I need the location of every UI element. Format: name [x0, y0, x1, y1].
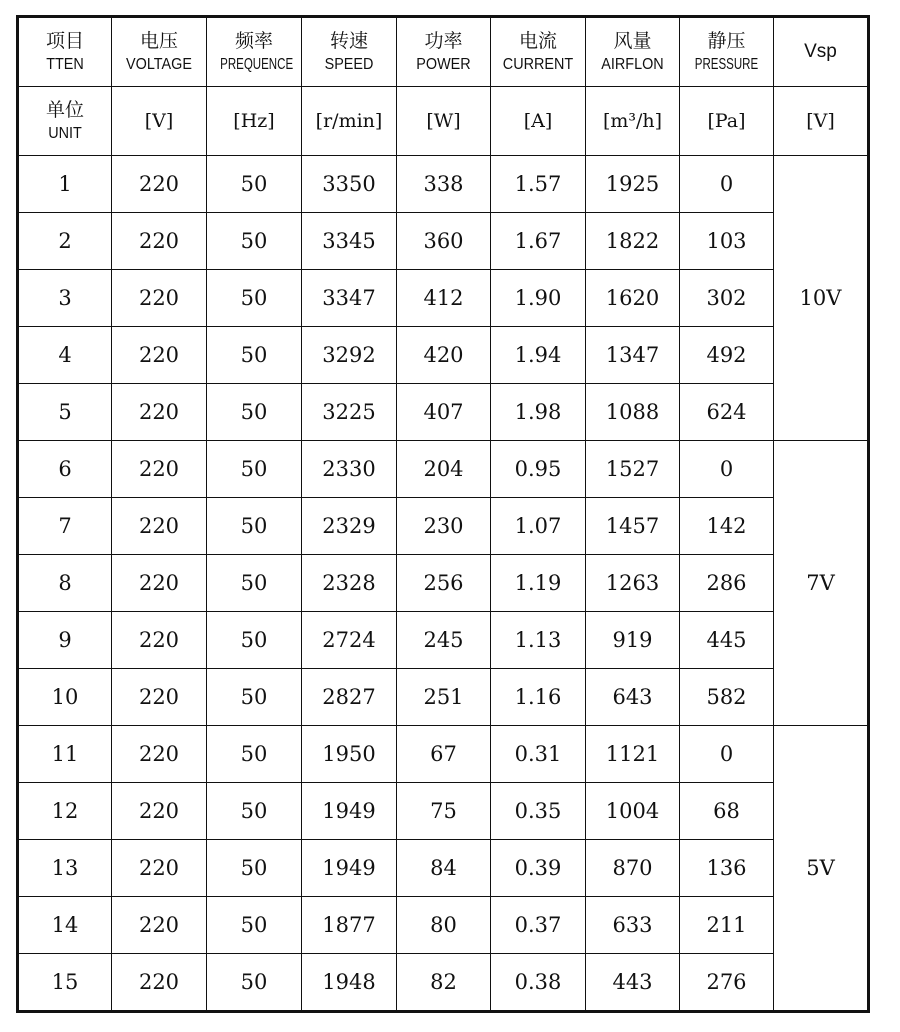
cell-speed: 2329	[302, 498, 397, 555]
header-current-en: CURRENT	[502, 55, 574, 73]
header-speed	[302, 17, 397, 87]
cell-power: 80	[397, 897, 491, 954]
cell-pressure: 142	[680, 498, 774, 555]
table-row	[18, 156, 869, 213]
cell-pressure: 302	[680, 270, 774, 327]
cell-power: 251	[397, 669, 491, 726]
cell-voltage: 220	[112, 612, 207, 669]
cell-pressure: 0	[680, 441, 774, 498]
cell-current: 0.95	[491, 441, 586, 498]
cell-pressure: 286	[680, 555, 774, 612]
header-frequency	[207, 17, 302, 87]
cell-current: 1.16	[491, 669, 586, 726]
cell-speed: 3347	[302, 270, 397, 327]
cell-power: 67	[397, 726, 491, 783]
cell-frequency: 50	[207, 954, 302, 1012]
cell-voltage: 220	[112, 498, 207, 555]
cell-current: 0.37	[491, 897, 586, 954]
vsp-group-cell: 7V	[774, 441, 869, 726]
cell-current: 1.07	[491, 498, 586, 555]
cell-item: 5	[18, 384, 112, 441]
unit-pressure: [Pa]	[680, 87, 774, 156]
cell-airflow: 1347	[586, 327, 680, 384]
cell-voltage: 220	[112, 726, 207, 783]
header-current-cn: 电流	[518, 29, 557, 52]
cell-speed: 1877	[302, 897, 397, 954]
table-row	[18, 783, 869, 840]
cell-item: 1	[18, 156, 112, 213]
cell-frequency: 50	[207, 669, 302, 726]
cell-speed: 2827	[302, 669, 397, 726]
cell-power: 338	[397, 156, 491, 213]
cell-speed: 1948	[302, 954, 397, 1012]
cell-voltage: 220	[112, 156, 207, 213]
cell-power: 245	[397, 612, 491, 669]
cell-power: 360	[397, 213, 491, 270]
cell-speed: 1949	[302, 840, 397, 897]
cell-frequency: 50	[207, 612, 302, 669]
cell-current: 0.38	[491, 954, 586, 1012]
header-item-en: TTEN	[46, 55, 84, 73]
table-row	[18, 840, 869, 897]
cell-speed: 2330	[302, 441, 397, 498]
cell-voltage: 220	[112, 555, 207, 612]
header-airflow-cn: 风量	[613, 29, 652, 52]
header-item-cn: 项目	[45, 29, 84, 52]
header-speed-en: SPEED	[324, 55, 374, 73]
table-row	[18, 213, 869, 270]
cell-speed: 1949	[302, 783, 397, 840]
cell-pressure: 276	[680, 954, 774, 1012]
cell-item: 14	[18, 897, 112, 954]
cell-current: 0.31	[491, 726, 586, 783]
cell-current: 1.94	[491, 327, 586, 384]
unit-label-en: UNIT	[48, 124, 82, 142]
cell-voltage: 220	[112, 384, 207, 441]
cell-power: 82	[397, 954, 491, 1012]
cell-pressure: 582	[680, 669, 774, 726]
cell-pressure: 68	[680, 783, 774, 840]
vsp-group-cell: 10V	[774, 156, 869, 441]
table-row	[18, 612, 869, 669]
cell-airflow: 1457	[586, 498, 680, 555]
cell-airflow: 1121	[586, 726, 680, 783]
cell-voltage: 220	[112, 897, 207, 954]
header-voltage-en: VOLTAGE	[126, 55, 192, 73]
table-row	[18, 726, 869, 783]
header-airflow	[586, 17, 680, 87]
cell-voltage: 220	[112, 327, 207, 384]
cell-airflow: 870	[586, 840, 680, 897]
cell-item: 4	[18, 327, 112, 384]
cell-speed: 3292	[302, 327, 397, 384]
cell-voltage: 220	[112, 213, 207, 270]
cell-current: 1.98	[491, 384, 586, 441]
unit-power: [W]	[397, 87, 491, 156]
cell-item: 12	[18, 783, 112, 840]
cell-power: 256	[397, 555, 491, 612]
cell-power: 75	[397, 783, 491, 840]
header-frequency-cn: 频率	[234, 29, 273, 52]
unit-voltage: [V]	[112, 87, 207, 156]
cell-power: 84	[397, 840, 491, 897]
cell-item: 9	[18, 612, 112, 669]
cell-item: 6	[18, 441, 112, 498]
header-power	[397, 17, 491, 87]
cell-pressure: 0	[680, 156, 774, 213]
header-speed-cn: 转速	[329, 29, 368, 52]
table-body	[18, 17, 869, 1012]
unit-row	[18, 87, 869, 156]
table-row	[18, 270, 869, 327]
unit-current: [A]	[491, 87, 586, 156]
cell-airflow: 919	[586, 612, 680, 669]
cell-airflow: 1004	[586, 783, 680, 840]
cell-airflow: 1088	[586, 384, 680, 441]
cell-power: 412	[397, 270, 491, 327]
header-row	[18, 17, 869, 87]
unit-speed: [r/min]	[302, 87, 397, 156]
cell-frequency: 50	[207, 840, 302, 897]
cell-frequency: 50	[207, 327, 302, 384]
cell-item: 2	[18, 213, 112, 270]
header-power-cn: 功率	[424, 29, 463, 52]
cell-item: 13	[18, 840, 112, 897]
cell-pressure: 445	[680, 612, 774, 669]
cell-voltage: 220	[112, 669, 207, 726]
cell-power: 407	[397, 384, 491, 441]
cell-frequency: 50	[207, 213, 302, 270]
fan-performance-table	[16, 15, 870, 1013]
unit-label-cell	[18, 87, 112, 156]
header-vsp-label: Vsp	[804, 41, 837, 62]
cell-frequency: 50	[207, 555, 302, 612]
vsp-group-cell: 5V	[774, 726, 869, 1012]
cell-voltage: 220	[112, 840, 207, 897]
header-pressure-cn: 静压	[707, 29, 746, 52]
cell-item: 11	[18, 726, 112, 783]
cell-airflow: 643	[586, 669, 680, 726]
cell-pressure: 136	[680, 840, 774, 897]
table-row	[18, 384, 869, 441]
cell-pressure: 624	[680, 384, 774, 441]
cell-frequency: 50	[207, 897, 302, 954]
cell-frequency: 50	[207, 726, 302, 783]
cell-speed: 3350	[302, 156, 397, 213]
cell-speed: 3345	[302, 213, 397, 270]
header-voltage-cn: 电压	[139, 29, 178, 52]
unit-airflow: [m³/h]	[586, 87, 680, 156]
cell-speed: 1950	[302, 726, 397, 783]
cell-airflow: 1263	[586, 555, 680, 612]
cell-current: 1.19	[491, 555, 586, 612]
cell-power: 230	[397, 498, 491, 555]
cell-item: 15	[18, 954, 112, 1012]
cell-frequency: 50	[207, 441, 302, 498]
cell-airflow: 1822	[586, 213, 680, 270]
cell-current: 0.39	[491, 840, 586, 897]
header-item	[18, 17, 112, 87]
unit-vsp: [V]	[774, 87, 869, 156]
cell-speed: 2724	[302, 612, 397, 669]
cell-voltage: 220	[112, 954, 207, 1012]
cell-airflow: 1925	[586, 156, 680, 213]
cell-speed: 3225	[302, 384, 397, 441]
header-pressure-en: PRESSURE	[694, 55, 759, 73]
table-row	[18, 327, 869, 384]
cell-pressure: 0	[680, 726, 774, 783]
cell-current: 1.67	[491, 213, 586, 270]
header-current	[491, 17, 586, 87]
cell-item: 3	[18, 270, 112, 327]
cell-current: 1.13	[491, 612, 586, 669]
cell-voltage: 220	[112, 270, 207, 327]
cell-item: 8	[18, 555, 112, 612]
unit-label-cn: 单位	[45, 98, 84, 121]
cell-pressure: 211	[680, 897, 774, 954]
cell-frequency: 50	[207, 156, 302, 213]
cell-power: 204	[397, 441, 491, 498]
header-airflow-en: AIRFLON	[601, 55, 664, 73]
cell-speed: 2328	[302, 555, 397, 612]
header-vsp	[774, 17, 869, 87]
cell-current: 0.35	[491, 783, 586, 840]
header-power-en: POWER	[416, 55, 471, 73]
cell-frequency: 50	[207, 384, 302, 441]
cell-power: 420	[397, 327, 491, 384]
table-row	[18, 897, 869, 954]
cell-frequency: 50	[207, 783, 302, 840]
table-row	[18, 954, 869, 1012]
table-row	[18, 441, 869, 498]
table-row	[18, 498, 869, 555]
header-voltage	[112, 17, 207, 87]
table-row	[18, 669, 869, 726]
cell-pressure: 492	[680, 327, 774, 384]
table-row	[18, 555, 869, 612]
cell-current: 1.57	[491, 156, 586, 213]
header-frequency-en: PREQUENCE	[220, 55, 294, 73]
cell-current: 1.90	[491, 270, 586, 327]
cell-airflow: 1527	[586, 441, 680, 498]
cell-voltage: 220	[112, 441, 207, 498]
cell-frequency: 50	[207, 270, 302, 327]
cell-frequency: 50	[207, 498, 302, 555]
cell-item: 7	[18, 498, 112, 555]
cell-pressure: 103	[680, 213, 774, 270]
cell-item: 10	[18, 669, 112, 726]
cell-voltage: 220	[112, 783, 207, 840]
unit-frequency: [Hz]	[207, 87, 302, 156]
cell-airflow: 1620	[586, 270, 680, 327]
cell-airflow: 443	[586, 954, 680, 1012]
cell-airflow: 633	[586, 897, 680, 954]
header-pressure	[680, 17, 774, 87]
